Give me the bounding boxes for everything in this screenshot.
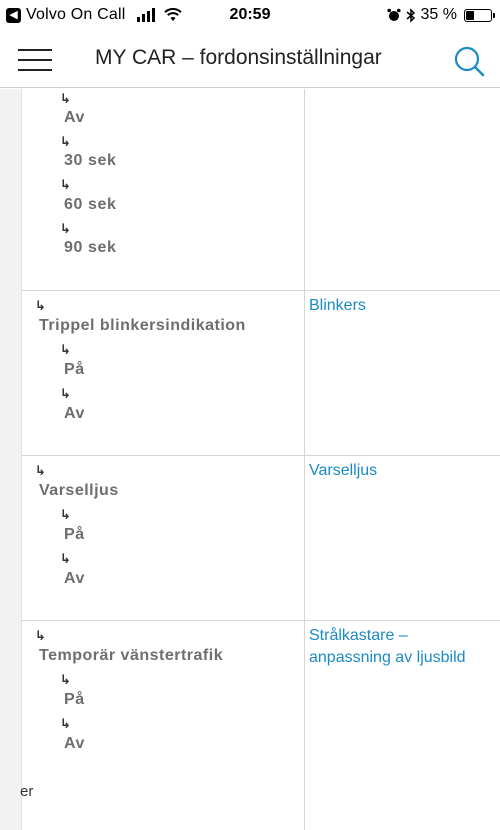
link-stralkastare-line2[interactable]: anpassning av ljusbild bbox=[309, 649, 466, 666]
back-to-app-icon[interactable]: ◀ bbox=[6, 8, 21, 23]
battery-level bbox=[466, 11, 474, 20]
hamburger-menu-icon[interactable] bbox=[18, 49, 52, 71]
setting-label-varselljus: Varselljus bbox=[39, 482, 119, 499]
sub-arrow-icon: ↳ bbox=[35, 463, 46, 478]
status-right bbox=[387, 6, 492, 24]
sub-arrow-icon: ↳ bbox=[35, 298, 46, 313]
option-av[interactable]: Av bbox=[64, 405, 86, 422]
sub-arrow-icon: ↳ bbox=[60, 716, 71, 731]
status-bar bbox=[0, 0, 500, 32]
search-icon[interactable] bbox=[452, 44, 486, 78]
clock: 20:59 bbox=[229, 6, 271, 23]
link-stralkastare-line1[interactable]: Strålkastare – bbox=[309, 627, 408, 644]
sub-arrow-icon: ↳ bbox=[60, 507, 71, 522]
signal-icon bbox=[137, 8, 155, 22]
sub-arrow-icon: ↳ bbox=[35, 628, 46, 643]
setting-label-trippel-blinkersindikation: Trippel blinkersindikation bbox=[39, 317, 246, 334]
sub-arrow-icon: ↳ bbox=[60, 551, 71, 566]
option-pa[interactable]: På bbox=[64, 691, 85, 708]
link-varselljus[interactable]: Varselljus bbox=[309, 462, 378, 479]
wifi-icon bbox=[164, 8, 182, 22]
option-pa[interactable]: På bbox=[64, 361, 85, 378]
truncated-text-fragment: er bbox=[20, 783, 34, 800]
table-row bbox=[22, 621, 500, 830]
settings-content[interactable] bbox=[0, 89, 500, 830]
battery-icon bbox=[464, 9, 492, 22]
setting-label-temporar-vanstertrafik: Temporär vänstertrafik bbox=[39, 647, 224, 664]
option-30-sek[interactable]: 30 sek bbox=[64, 152, 117, 169]
column-divider bbox=[304, 89, 305, 290]
option-av[interactable]: Av bbox=[64, 570, 86, 587]
sub-arrow-icon: ↳ bbox=[60, 177, 71, 192]
sub-arrow-icon: ↳ bbox=[60, 221, 71, 236]
battery-percent: 35 % bbox=[420, 6, 457, 23]
back-to-app-label[interactable]: Volvo On Call bbox=[26, 6, 126, 23]
option-av[interactable]: Av bbox=[64, 109, 86, 126]
option-90-sek[interactable]: 90 sek bbox=[64, 239, 117, 256]
app-header bbox=[0, 32, 500, 88]
page-title: MY CAR – fordonsinställningar bbox=[95, 46, 382, 69]
sub-arrow-icon: ↳ bbox=[60, 91, 71, 106]
alarm-icon bbox=[387, 8, 401, 22]
table-row bbox=[22, 456, 500, 621]
sub-arrow-icon: ↳ bbox=[60, 134, 71, 149]
sub-arrow-icon: ↳ bbox=[60, 342, 71, 357]
option-pa[interactable]: På bbox=[64, 526, 85, 543]
sub-arrow-icon: ↳ bbox=[60, 672, 71, 687]
link-blinkers[interactable]: Blinkers bbox=[309, 297, 366, 314]
status-left bbox=[6, 6, 182, 24]
table-row bbox=[22, 291, 500, 456]
column-divider bbox=[304, 456, 305, 620]
bluetooth-icon bbox=[406, 8, 416, 23]
column-divider bbox=[304, 291, 305, 455]
sub-arrow-icon: ↳ bbox=[60, 386, 71, 401]
option-av[interactable]: Av bbox=[64, 735, 86, 752]
option-60-sek[interactable]: 60 sek bbox=[64, 196, 117, 213]
table-row bbox=[22, 89, 500, 291]
column-divider bbox=[304, 621, 305, 830]
left-sidebar-strip bbox=[0, 89, 22, 830]
